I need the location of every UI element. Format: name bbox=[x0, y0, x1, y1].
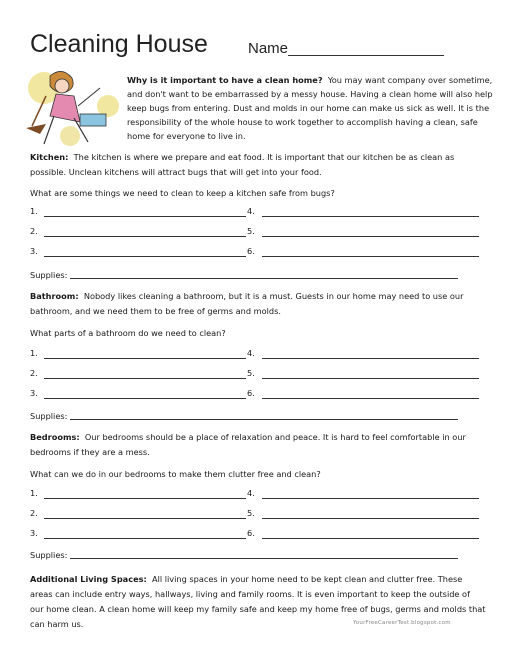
number-label: 4. bbox=[247, 348, 255, 358]
kitchen-supplies-label: Supplies: bbox=[30, 270, 68, 280]
number-label: 1. bbox=[30, 488, 38, 498]
bathroom-answer-1[interactable] bbox=[44, 358, 246, 359]
bathroom-answer-row-2 bbox=[30, 368, 480, 382]
bedrooms-answer-4[interactable] bbox=[262, 498, 479, 499]
kitchen-question: What are some things we need to clean to keep a kitchen safe from bugs? bbox=[30, 188, 335, 198]
number-label: 3. bbox=[30, 246, 38, 256]
number-label: 2. bbox=[30, 508, 38, 518]
bathroom-answer-6[interactable] bbox=[262, 398, 479, 399]
number-label: 3. bbox=[30, 388, 38, 398]
page-title: Cleaning House bbox=[30, 30, 208, 58]
bathroom-answer-2[interactable] bbox=[44, 378, 246, 379]
bedrooms-supplies-field[interactable] bbox=[70, 558, 458, 559]
bathroom-supplies-field[interactable] bbox=[70, 419, 458, 420]
number-label: 1. bbox=[30, 348, 38, 358]
number-label: 6. bbox=[247, 528, 255, 538]
number-label: 4. bbox=[247, 488, 255, 498]
kitchen-answer-3[interactable] bbox=[44, 256, 246, 257]
kitchen-answer-row-2 bbox=[30, 226, 480, 240]
number-label: 6. bbox=[247, 246, 255, 256]
bathroom-text: Nobody likes cleaning a bathroom, but it is a must. Guests in our home may need to use our bathroom, and we need them to be free of germs and molds. bbox=[30, 291, 464, 316]
bedrooms-heading: Bedrooms: bbox=[30, 432, 80, 442]
kitchen-answer-row-1 bbox=[30, 206, 480, 220]
number-label: 4. bbox=[247, 206, 255, 216]
bedrooms-answer-row-2 bbox=[30, 508, 480, 522]
bedrooms-supplies-label: Supplies: bbox=[30, 550, 68, 560]
kitchen-paragraph bbox=[30, 150, 486, 180]
number-label: 2. bbox=[30, 226, 38, 236]
kitchen-answer-4[interactable] bbox=[262, 216, 479, 217]
kitchen-answer-row-3 bbox=[30, 246, 480, 260]
kitchen-text: The kitchen is where we prepare and eat food. It is important that our kitchen be as clean as possible. Unclean kitchens will attract bugs that will get into your food. bbox=[30, 152, 455, 177]
bathroom-answer-5[interactable] bbox=[262, 378, 479, 379]
number-label: 2. bbox=[30, 368, 38, 378]
name-label: Name bbox=[248, 40, 289, 57]
kitchen-answer-6[interactable] bbox=[262, 256, 479, 257]
bathroom-question: What parts of a bathroom do we need to clean? bbox=[30, 328, 226, 338]
bedrooms-answer-3[interactable] bbox=[44, 538, 246, 539]
kitchen-answer-5[interactable] bbox=[262, 236, 479, 237]
number-label: 5. bbox=[247, 226, 255, 236]
intro-text: You may want company over sometime, and don't want to be embarrassed by a messy house. Having a clean home will also help keep bugs from entering. Dust and molds in our home can make us sick as well. It is the responsibility of the whole house to work together to accomplish having a clean, safe home for everyone to live in. bbox=[127, 75, 493, 141]
intro-paragraph bbox=[127, 73, 493, 143]
number-label: 1. bbox=[30, 206, 38, 216]
bathroom-answer-row-1 bbox=[30, 348, 480, 362]
bedrooms-answer-row-3 bbox=[30, 528, 480, 542]
number-label: 6. bbox=[247, 388, 255, 398]
bedrooms-answer-1[interactable] bbox=[44, 498, 246, 499]
kitchen-answer-1[interactable] bbox=[44, 216, 246, 217]
kitchen-heading: Kitchen: bbox=[30, 152, 69, 162]
bathroom-heading: Bathroom: bbox=[30, 291, 79, 301]
bathroom-answer-3[interactable] bbox=[44, 398, 246, 399]
number-label: 3. bbox=[30, 528, 38, 538]
kitchen-supplies-field[interactable] bbox=[70, 278, 458, 279]
bedrooms-answer-row-1 bbox=[30, 488, 480, 502]
number-label: 5. bbox=[247, 508, 255, 518]
bathroom-answer-row-3 bbox=[30, 388, 480, 402]
bathroom-paragraph bbox=[30, 289, 486, 319]
bedrooms-answer-6[interactable] bbox=[262, 538, 479, 539]
bathroom-supplies-label: Supplies: bbox=[30, 411, 68, 421]
bedrooms-question: What can we do in our bedrooms to make them clutter free and clean? bbox=[30, 469, 321, 479]
credit-text: YourFreeCareerTest.blogspot.com bbox=[353, 620, 451, 626]
living-spaces-heading: Additional Living Spaces: bbox=[30, 574, 147, 584]
number-label: 5. bbox=[247, 368, 255, 378]
bedrooms-answer-2[interactable] bbox=[44, 518, 246, 519]
name-field[interactable] bbox=[288, 55, 444, 56]
bedrooms-answer-5[interactable] bbox=[262, 518, 479, 519]
kitchen-answer-2[interactable] bbox=[44, 236, 246, 237]
intro-question: Why is it important to have a clean home? bbox=[127, 75, 323, 85]
bathroom-answer-4[interactable] bbox=[262, 358, 479, 359]
cleaning-lady-illustration bbox=[22, 66, 122, 148]
bedrooms-paragraph bbox=[30, 430, 486, 460]
living-spaces-text: All living spaces in your home need to be kept clean and clutter free. These areas can include entry ways, hallways, living and family rooms. It is even important to keep the outside of our home clean. A clean home will keep my family safe and keep my home free of bugs, germs and molds that can harm us. bbox=[30, 574, 486, 629]
bedrooms-text: Our bedrooms should be a place of relaxation and peace. It is hard to feel comfortable in our bedrooms if they are a mess. bbox=[30, 432, 466, 457]
